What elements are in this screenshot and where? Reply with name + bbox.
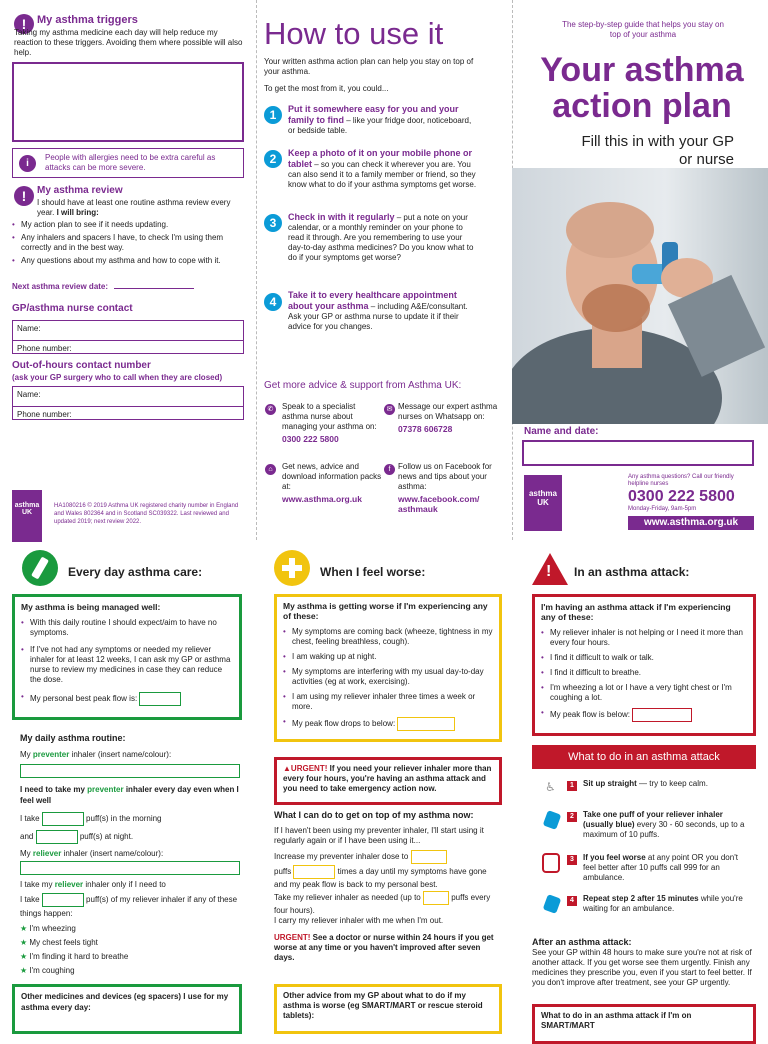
worse-title: When I feel worse: (320, 565, 426, 579)
list-item: ★ I'm finding it hard to breathe (20, 952, 129, 961)
list-item (541, 708, 747, 722)
attack-step-2-body: every 30 - 60 seconds, up to a maximum of 10 puffs. (583, 820, 745, 839)
list-item: • My symptoms are interfering with my usual day-to-day activities (eg at work, exercising). (283, 667, 493, 687)
home-icon: ⌂ (265, 464, 276, 475)
rel-take-b: puff(s) of my reliever inhaler if any of these things happen: (20, 895, 238, 918)
logo-line2: UK (21, 509, 33, 516)
step-number-2: 2 (264, 150, 282, 168)
list-item: ★ My chest feels tight (20, 938, 98, 947)
sitting-icon: ♿ (545, 780, 556, 794)
night-label: puff(s) at night. (79, 832, 134, 842)
next-review-row (12, 282, 194, 291)
attack-step-1-number: 1 (567, 781, 577, 791)
symptom-1: I'm wheezing (29, 924, 76, 933)
urgent-2 (274, 933, 500, 963)
allergy-note-box (12, 148, 244, 178)
howto-step-4-body: – including A&E/consultant. Ask your GP or asthma nurse to update it if their advice for you changes. (288, 302, 468, 331)
preventer-label-b: inhaler (insert name/colour): (69, 750, 172, 759)
attack-step-3-body: at any point OR you don't feel better after 10 puffs call 999 for an ambulance. (583, 853, 738, 882)
attack-list (541, 628, 747, 722)
urgent-box (274, 757, 502, 805)
increase-label: Increase my preventer inhaler dose to (274, 852, 409, 862)
reliever-word: reliever (32, 849, 62, 858)
step-number-4: 4 (264, 293, 282, 311)
everyday-title: Every day asthma care: (68, 565, 203, 579)
exclamation-icon-review: ! (14, 186, 34, 206)
preventer-word-2: preventer (87, 785, 124, 794)
facebook-icon: f (384, 464, 395, 475)
support-item-2 (398, 402, 498, 434)
worse-list (283, 627, 493, 731)
asthma-uk-logo (524, 475, 562, 531)
morning-row (20, 812, 162, 826)
list-item: • I find it difficult to walk or talk. (541, 653, 747, 663)
other-advice-box[interactable] (274, 984, 502, 1034)
info-icon: i (19, 155, 36, 172)
step-number-3: 3 (264, 214, 282, 232)
asthma-uk-logo-small (12, 490, 42, 542)
list-item (21, 692, 233, 706)
gp-phone-label: Phone number: (13, 340, 243, 360)
list-item: • I'm wheezing a lot or I have a very tight chest or I'm coughing a lot. (541, 683, 747, 703)
urgent-word: URGENT! (290, 764, 328, 773)
attack-step-1 (583, 779, 753, 789)
need-a: I need to take my (20, 785, 88, 794)
attack-title: In an asthma attack: (574, 565, 690, 579)
reliever-need-label-b: puffs every four hours). (274, 893, 491, 915)
support-title: Get more advice & support from Asthma UK: (264, 380, 462, 391)
cover-hours: Monday-Friday, 9am-5pm (628, 506, 697, 512)
morning-puffs-input[interactable] (42, 812, 84, 826)
preventer-input[interactable] (20, 764, 240, 778)
support-whatsapp-link[interactable]: 07378 606728 (398, 424, 453, 434)
preventer-label-a: My (20, 750, 33, 759)
list-item: • I am waking up at night. (283, 652, 493, 662)
routine-title: My daily asthma routine: (20, 733, 126, 743)
take-label: I take (20, 814, 40, 824)
ooh-subtitle: (ask your GP surgery who to call when they are closed) (12, 373, 223, 382)
reliever-label-b: inhaler (insert name/colour): (61, 849, 164, 858)
support-web-link[interactable]: www.asthma.org.uk (282, 494, 362, 504)
worse-peak-input[interactable] (397, 717, 455, 731)
cover-tagline: The step-by-step guide that helps you stay on top of your asthma (562, 20, 724, 39)
smart-title: What to do in an asthma attack if I'm on SMART/MART (541, 1011, 692, 1030)
night-puffs-input[interactable] (36, 830, 78, 844)
ooh-phone-label: Phone number: (13, 406, 243, 426)
times-label: times a day until my symptoms have gone and my peak flow is back to my personal best. (274, 867, 487, 889)
urgent2-text: See a doctor or nurse within 24 hours if you get worse at any time or you haven't improved after seven days. (274, 933, 494, 962)
howto-step-4-head: Take it to every healthcare appointment about your asthma (288, 290, 457, 311)
support-phone-link[interactable]: 0300 222 5800 (282, 434, 339, 444)
attack-step-4-head: Repeat step 2 after 15 minutes (583, 894, 699, 903)
attack-box-title: I'm having an asthma attack if I'm experiencing any of these: (541, 602, 731, 622)
after-body: See your GP within 48 hours to make sure you're not at risk of another attack. If you get worse see them urgently. Finish any medicines they prescribe you, even if you start to feel better. If you don't improve after treatment, see your GP urgently. (532, 948, 752, 987)
list-item: • I find it difficult to breathe. (541, 668, 747, 678)
inhaler-icon (543, 810, 562, 830)
list-item: • I am using my reliever inhaler three times a week or more. (283, 692, 493, 712)
support-item-1 (282, 402, 382, 444)
howto-step-2-head: Keep a photo of it on your mobile phone or tablet (288, 148, 472, 169)
need-b: inhaler every day even when I feel well (20, 785, 239, 805)
attack-step-1-head: Sit up straight (583, 779, 637, 788)
support-text-2: Message our expert asthma nurses on Whatsapp on: (398, 402, 498, 421)
list-item: • Any inhalers and spacers I have, to check I'm using them correctly and in the best way. (12, 233, 244, 253)
cover-web[interactable]: www.asthma.org.uk (628, 516, 754, 530)
howto-step-3-head: Check in with it regularly (288, 212, 395, 222)
list-item: • My symptoms are coming back (wheeze, tightness in my chest, feeling breathless, cough). (283, 627, 493, 647)
preventer-label (20, 750, 171, 760)
plus-icon (274, 550, 310, 586)
attack-step-3 (583, 853, 753, 883)
phone-999-icon (542, 853, 560, 873)
footer-left-text: HA1080216 © 2019 Asthma UK registered charity number in England and Wales 802364 and in Scotland SC039322. Last reviewed and updated 2019; next review 2022. (54, 503, 239, 525)
review-list (12, 220, 244, 269)
review-intro (37, 198, 242, 218)
list-item: • My action plan to see if it needs updating. (12, 220, 244, 230)
howto-intro: Your written asthma action plan can help you stay on top of your asthma. (264, 57, 474, 76)
reliever-need-label: Take my reliever inhaler as needed (up to (274, 893, 421, 903)
list-item: ★ I'm wheezing (20, 924, 76, 933)
worse-box (274, 594, 502, 742)
worse-box-title: My asthma is getting worse if I'm experiencing any of these: (283, 601, 488, 621)
peak-flow-input[interactable] (139, 692, 181, 706)
urgent2-word: URGENT! (274, 933, 311, 942)
cover-photo (512, 168, 768, 424)
cover-subtitle: Fill this in with your GP or nurse (581, 133, 734, 168)
phone-icon: ✆ (265, 404, 276, 415)
other-advice-title: Other advice from my GP about what to do if my asthma is worse (eg SMART/MART or rescue steroid tablets): (283, 991, 483, 1020)
attack-step-3-number: 3 (567, 855, 577, 865)
what-title: What I can do to get on top of my asthma now: (274, 810, 474, 820)
ooh-name-label: Name: (17, 390, 41, 399)
reliever-input[interactable] (20, 861, 240, 875)
support-text-4: Follow us on Facebook for news and tips about your asthma: (398, 462, 492, 491)
gp-contact-fields[interactable] (12, 320, 244, 354)
symptom-2: My chest feels tight (29, 938, 98, 947)
only-if-need (20, 880, 166, 890)
smart-box[interactable] (532, 1004, 756, 1044)
allergy-note: People with allergies need to be extra careful as attacks can be more severe. (45, 153, 216, 172)
howto-step-2-body: – so you can check it wherever you are. You can also send it to a family member or friend, so they know what to do if your asthma symptoms get worse. (288, 160, 477, 189)
support-text-1: Speak to a specialist asthma nurse about managing your asthma on: (282, 402, 377, 431)
exclamation-icon: ! (14, 14, 34, 34)
support-item-3 (282, 462, 382, 504)
warning-triangle-mark: ! (546, 563, 552, 580)
reliever-label-a: My (20, 849, 33, 858)
howto-step-3-body: – put a note on your calendar, or a monthly reminder on your phone to read it through. Are you remembering to use your day-to-day asthma medicines? Do you know what to do if your symptoms get worse? (288, 213, 474, 262)
other-medicines-box[interactable] (12, 984, 242, 1034)
peak-flow-label: My personal best peak flow is: (30, 694, 138, 704)
next-review-input[interactable] (114, 288, 194, 289)
reliever-puffs-input[interactable] (42, 893, 84, 907)
review-intro-text: I should have at least one routine asthma review every year. (37, 198, 231, 217)
preventer-word: preventer (32, 750, 70, 759)
whatsapp-icon: ✉ (384, 404, 395, 415)
name-date-label: Name and date: (524, 426, 599, 437)
what-body: If I haven't been using my preventer inhaler, I'll start using it regularly again or if I have been using it... (274, 826, 484, 845)
attack-peak-input[interactable] (632, 708, 692, 722)
name-date-input[interactable] (522, 440, 754, 466)
attack-peak-label: My peak flow is below: (550, 710, 631, 720)
only-a: I take my (20, 880, 55, 889)
attack-step-2-number: 2 (567, 812, 577, 822)
man-with-inhaler-illustration (512, 168, 768, 424)
everyday-box (12, 594, 242, 720)
triggers-title: My asthma triggers (37, 14, 138, 26)
and-label: and (20, 832, 34, 842)
attack-box (532, 594, 756, 736)
attack-step-3-head: If you feel worse (583, 853, 646, 862)
list-item: • Any questions about my asthma and how to cope with it. (12, 256, 244, 266)
symptom-3: I'm finding it hard to breathe (29, 952, 129, 961)
attack-step-4 (583, 894, 753, 914)
warning-icon: ▲ (283, 764, 291, 773)
reliever-word-2: reliever (54, 880, 84, 889)
attack-step-1-body: — try to keep calm. (636, 779, 708, 788)
reliever-need-input[interactable] (423, 891, 449, 905)
cover-questions: Any asthma questions? Call our friendly helpline nurses (628, 474, 734, 487)
fold-line-1 (256, 0, 257, 540)
everyday-list (21, 618, 233, 706)
gp-name-label: Name: (17, 324, 41, 333)
support-facebook-link[interactable]: www.facebook.com/ asthmauk (398, 494, 480, 514)
night-row (20, 830, 133, 844)
logo-line2-cover: UK (537, 498, 549, 507)
howto-step-4 (288, 290, 478, 332)
morning-label: puff(s) in the morning (86, 814, 162, 824)
ooh-fields[interactable] (12, 386, 244, 420)
worse-peak-label: My peak flow drops to below: (292, 719, 396, 729)
gp-contact-title: GP/asthma nurse contact (12, 303, 133, 314)
review-title: My asthma review (37, 185, 123, 196)
reliever-need-row (274, 891, 500, 917)
carry-text: I carry my reliever inhaler with me when I'm out. (274, 916, 444, 925)
inhaler-check-icon (22, 550, 58, 586)
other-medicines-title: Other medicines and devices (eg spacers) I use for my asthma every day: (21, 992, 229, 1012)
list-item (283, 717, 493, 731)
attack-step-2 (583, 810, 753, 840)
only-b: inhaler only if I need to (83, 880, 166, 889)
attack-step-4-body: while you're waiting for an ambulance. (583, 894, 743, 913)
ooh-title: Out-of-hours contact number (12, 360, 151, 371)
everyday-box-title: My asthma is being managed well: (21, 602, 161, 612)
attack-banner: What to do in an asthma attack (532, 745, 756, 769)
symptom-list (20, 922, 128, 978)
reliever-label (20, 849, 163, 859)
logo-line1: asthma (14, 502, 40, 509)
howto-step-1 (288, 104, 478, 136)
howto-intro2: To get the most from it, you could... (264, 84, 389, 93)
step-number-1: 1 (264, 106, 282, 124)
review-bring: I will bring: (56, 208, 99, 217)
inhaler-icon-2 (543, 894, 562, 914)
howto-title: How to use it (264, 16, 444, 51)
symptom-4: I'm coughing (29, 966, 75, 975)
next-review-label: Next asthma review date: (12, 282, 109, 291)
triggers-input[interactable] (12, 62, 244, 142)
howto-step-2 (288, 148, 478, 190)
take-label-2: I take (20, 895, 40, 905)
times-input[interactable] (293, 865, 335, 879)
howto-step-1-head: Put it somewhere easy for you and your family to find (288, 104, 459, 125)
list-item: • With this daily routine I should expect/aim to have no symptoms. (21, 618, 233, 638)
increase-row (274, 850, 500, 864)
puffs-label: puffs (274, 867, 292, 877)
urgent-text: If you need your reliever inhaler more than every four hours, you're having an asthma attack and you need to take emergency action now. (283, 764, 492, 793)
support-item-4 (398, 462, 498, 514)
increase-dose-input[interactable] (411, 850, 447, 864)
times-row (274, 865, 500, 891)
list-item: • If I've not had any symptoms or needed my reliever inhaler for at least 12 weeks, I can ask my GP or asthma nurse to review my medicines in case they can reduce the dose. (21, 645, 233, 685)
list-item: • My reliever inhaler is not helping or I need it more than every four hours. (541, 628, 747, 648)
logo-line1-cover: asthma (528, 489, 557, 498)
attack-step-4-number: 4 (567, 896, 577, 906)
cover-phone[interactable]: 0300 222 5800 (628, 488, 735, 505)
attack-step-2-head: Take one puff of your reliever inhaler (usually blue) (583, 810, 723, 829)
reliever-take-row (20, 893, 242, 920)
after-title: After an asthma attack: (532, 937, 632, 947)
cover-title: Your asthma action plan (540, 51, 744, 125)
need-preventer (20, 784, 242, 806)
howto-step-3 (288, 212, 478, 263)
list-item: ★ I'm coughing (20, 966, 75, 975)
support-text-3: Get news, advice and download information packs at: (282, 462, 382, 491)
triggers-body: Taking my asthma medicine each day will help reduce my reaction to these triggers. Avoiding them where possible will also help. (14, 28, 243, 57)
howto-step-1-body: – like your fridge door, noticeboard, or bedside table. (288, 116, 472, 135)
